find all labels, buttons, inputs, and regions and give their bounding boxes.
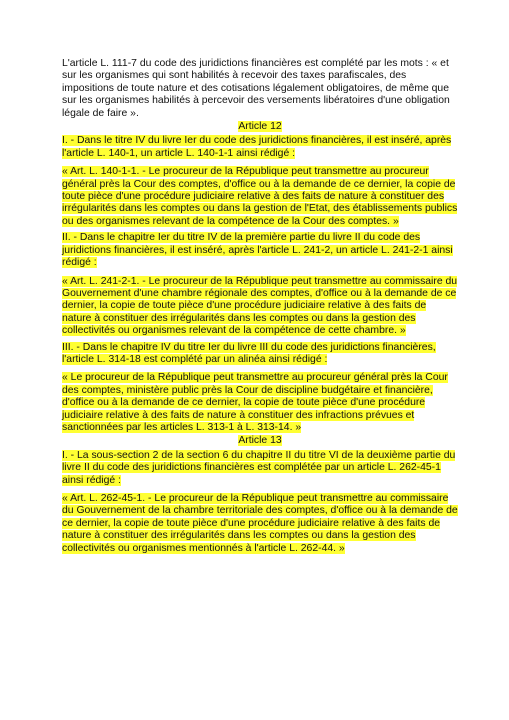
article-12-paragraph-1: [62, 135, 458, 160]
article-12-paragraph-3-text: II. - Dans le chapitre Ier du titre IV de la première partie du livre II du code des juridictions financières, il est inséré, après l'article L. 241-2, un article L. 241-2-1 ainsi rédigé :: [62, 232, 453, 269]
article-13-paragraph-1-text: I. - La sous-section 2 de la section 6 du chapitre II du titre VI de la deuxième partie du livre II du code des juridictions financières est complétée par un article L. 262-45-1 ainsi rédigé :: [62, 449, 456, 486]
article-12-paragraph-1-text: I. - Dans le titre IV du livre Ier du code des juridictions financières, il est inséré, après l'article L. 140-1, un article L. 140-1-1 ainsi rédigé :: [62, 135, 452, 159]
article-12-paragraph-5: [62, 342, 458, 367]
article-12-paragraph-4-text: « Art. L. 241-2-1. - Le procureur de la République peut transmettre au commissaire du Gouvernement d'une chambre régionale des comptes, d'office ou à la demande de ce dernier, la copie de toute pièce d'une procédure judiciaire relative à des faits de nature à constituer des irrégularités dans les comptes ou dans la gestion des collectivités ou organismes relevant de la compétence de cette chambre. »: [62, 275, 458, 337]
article-13-heading: [62, 435, 458, 447]
intro-paragraph: [62, 58, 458, 120]
article-12-paragraph-6-text: « Le procureur de la République peut transmettre au procureur général près la Cour des comptes, ministère public près la Cour de discipline budgétaire et financière, d'office ou à la demande de ce dernier, la copie de toute pièce d'une procédure judiciaire relative à des faits de nature à constituer des infractions prévues et sanctionnées par les articles L. 313-1 à L. 313-14. »: [62, 372, 448, 433]
document-page: [62, 58, 458, 555]
article-13-paragraph-2-text: « Art. L. 262-45-1. - Le procureur de la République peut transmettre au commissaire du Gouvernement de la chambre territoriale des comptes, d'office ou à la demande de ce dernier, la copie de toute pièce d'une procédure judiciaire relative à des faits de nature à constituer des irrégularités dans les comptes ou dans la gestion des collectivités ou organismes mentionnés à l'article L. 262-44. »: [62, 493, 458, 554]
article-13-heading-text: Article 13: [238, 435, 282, 447]
article-12-heading-text: Article 12: [238, 121, 282, 133]
article-12-paragraph-2-text: « Art. L. 140-1-1. - Le procureur de la République peut transmettre au procureur général près la Cour des comptes, d'office ou à la demande de ce dernier, la copie de toute pièce d'une procédure judiciaire relative à des faits de nature à constituer des irrégularités dans les comptes ou dans la gestion de l'Etat, des établissements publics ou des organismes relevant de la compétence de la Cour des comptes. »: [62, 166, 458, 227]
article-13-paragraph-2: [62, 493, 458, 555]
article-13-paragraph-1: [62, 450, 458, 487]
article-12-paragraph-4: [62, 276, 458, 338]
intro-text: L'article L. 111-7 du code des juridictions financières est complété par les mots : « et sur les organismes qui sont habilités à recevoir des taxes parafiscales, des impositions de toute nature et des cotisations légalement obligatoires, de même que sur les organismes habilités à percevoir des versements libératoires d'une obligation légale de faire ».: [62, 58, 450, 119]
article-12-paragraph-2: [62, 166, 458, 228]
article-12-paragraph-6: [62, 372, 458, 434]
article-12-paragraph-3: [62, 232, 458, 269]
article-12-paragraph-5-text: III. - Dans le chapitre IV du titre Ier du livre III du code des juridictions financières, l'article L. 314-18 est complété par un alinéa ainsi rédigé :: [62, 341, 436, 365]
article-12-heading: [62, 121, 458, 133]
